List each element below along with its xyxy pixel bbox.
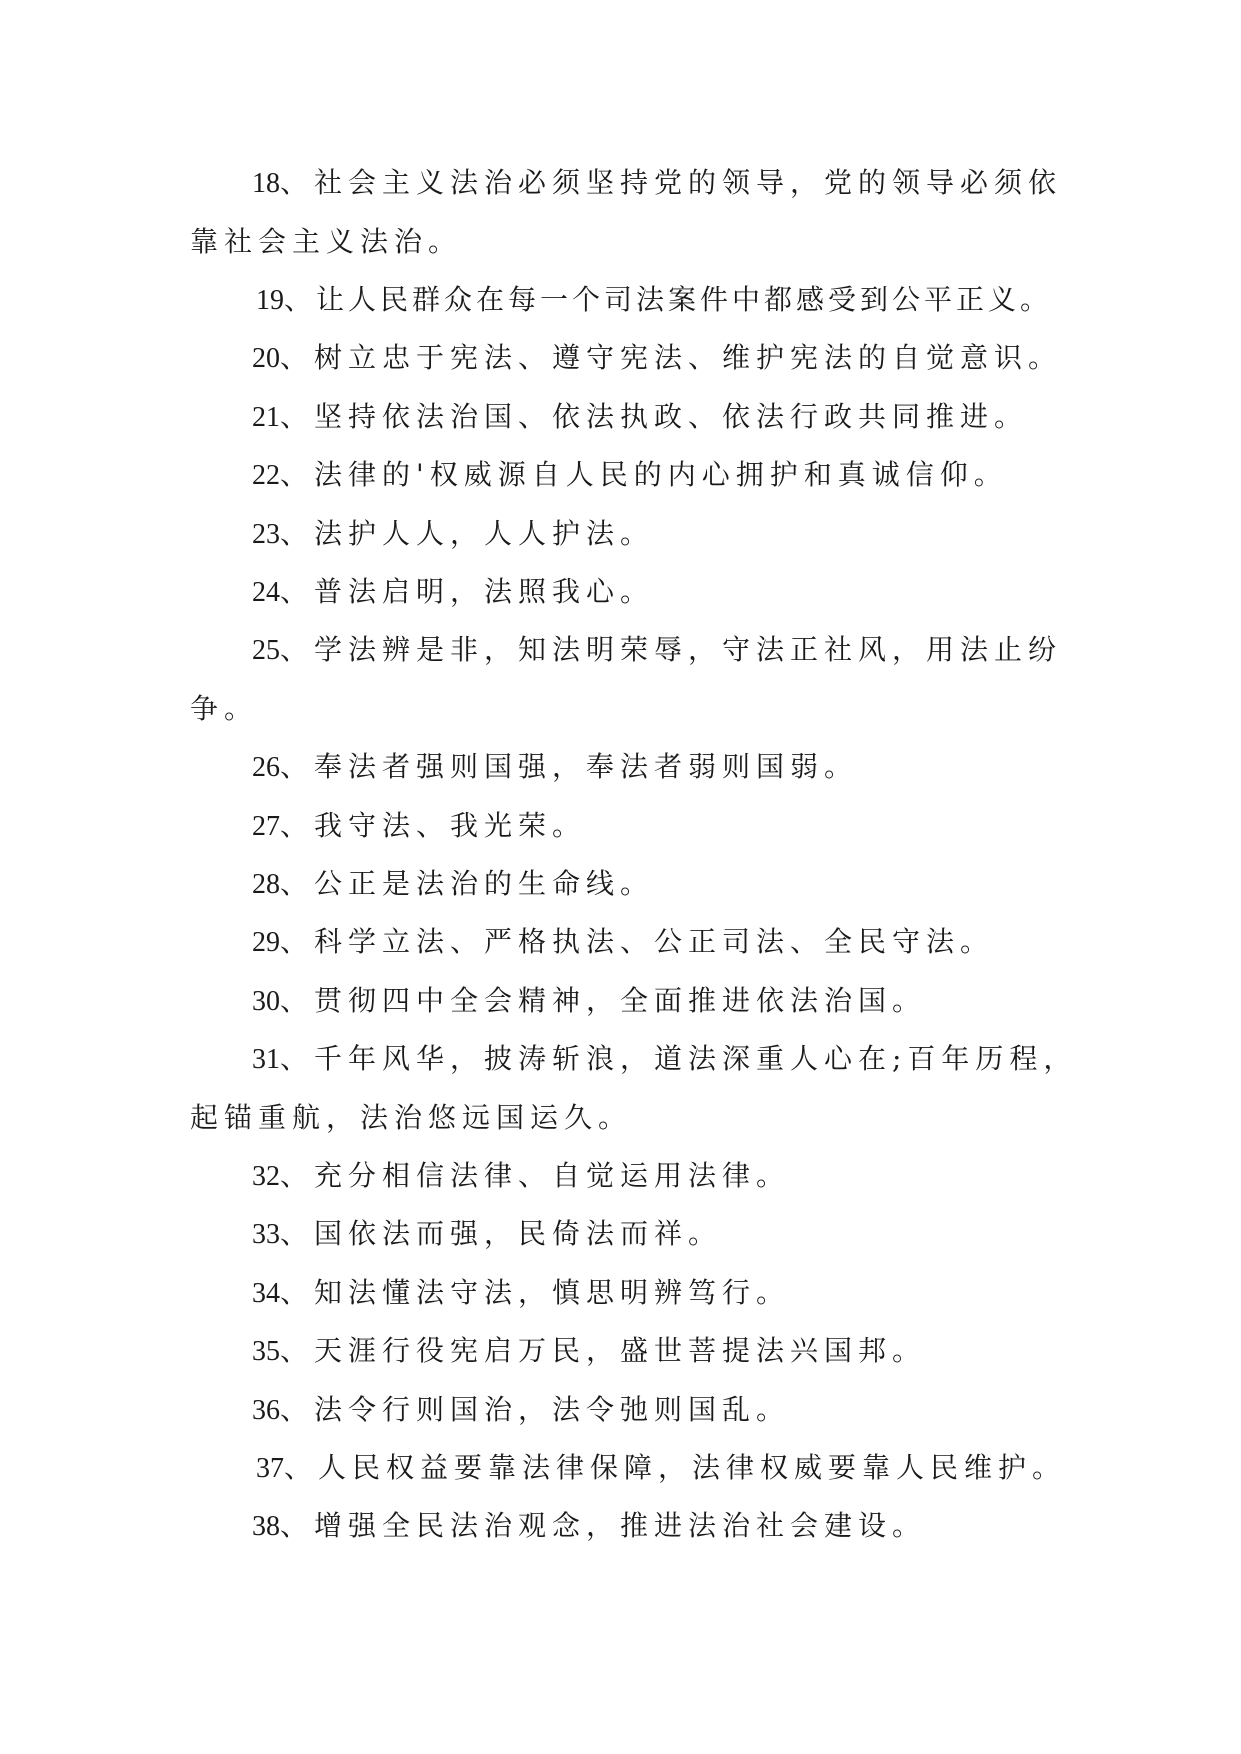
slogan-22 [252, 458, 1008, 493]
item-text: 、千年风华，披涛斩浪，道法深重人心在;百年历程， [280, 1042, 1078, 1075]
item-text: 、坚持依法治国、依法执政、依法行政共同推进。 [280, 400, 1029, 433]
slogan-28 [252, 867, 654, 902]
item-text: 、普法启明，法照我心。 [280, 575, 655, 608]
slogan-29 [252, 925, 994, 960]
item-text: 、树立忠于宪法、遵守宪法、维护宪法的自觉意识。 [280, 341, 1063, 374]
item-number: 33 [252, 1219, 280, 1250]
item-number: 26 [252, 752, 280, 783]
item-text: 起锚重航，法治悠远国运久。 [190, 1101, 633, 1134]
item-text: 、让人民群众在每一个司法案件中都感受到公平正义。 [284, 283, 1053, 316]
item-text: 、法护人人，人人护法。 [280, 517, 655, 550]
item-number: 34 [252, 1278, 280, 1309]
item-number: 27 [252, 811, 280, 842]
slogan-18-line-1 [252, 166, 1062, 201]
item-text: 靠社会主义法治。 [190, 225, 463, 258]
slogan-34 [252, 1276, 790, 1311]
item-text: 、我守法、我光荣。 [280, 809, 587, 842]
slogan-19 [256, 283, 1052, 318]
slogan-18-line-2 [190, 225, 462, 260]
item-text: 、法律的'权威源自人民的内心拥护和真诚信仰。 [280, 458, 1008, 491]
item-text: 、奉法者强则国强，奉法者弱则国弱。 [280, 750, 859, 783]
item-number: 20 [252, 343, 280, 374]
slogan-30 [252, 984, 926, 1019]
slogan-36 [252, 1393, 790, 1428]
item-number: 38 [252, 1511, 280, 1542]
slogan-25-line-1 [252, 633, 1062, 668]
slogan-20 [252, 341, 1062, 376]
item-text: 、增强全民法治观念，推进法治社会建设。 [280, 1509, 927, 1542]
slogan-26 [252, 750, 858, 785]
item-text: 、国依法而强，民倚法而祥。 [280, 1217, 723, 1250]
item-number: 36 [252, 1395, 280, 1426]
item-number: 37 [256, 1453, 284, 1484]
item-number: 21 [252, 402, 280, 433]
item-text: 、知法懂法守法，慎思明辨笃行。 [280, 1276, 791, 1309]
item-number: 31 [252, 1044, 280, 1075]
item-text: 、科学立法、严格执法、公正司法、全民守法。 [280, 925, 995, 958]
slogan-32 [252, 1159, 790, 1194]
item-text: 、学法辨是非，知法明荣辱，守法正社风，用法止纷 [280, 633, 1063, 666]
item-number: 19 [256, 285, 284, 316]
slogan-33 [252, 1217, 722, 1252]
item-text: 争。 [190, 692, 259, 725]
item-number: 35 [252, 1336, 280, 1367]
item-text: 、公正是法治的生命线。 [280, 867, 655, 900]
item-text: 、天涯行役宪启万民，盛世菩提法兴国邦。 [280, 1334, 927, 1367]
item-text: 、充分相信法律、自觉运用法律。 [280, 1159, 791, 1192]
item-number: 30 [252, 986, 280, 1017]
item-number: 25 [252, 635, 280, 666]
slogan-31-line-1 [252, 1042, 1077, 1077]
slogan-38 [252, 1509, 926, 1544]
slogan-27 [252, 809, 586, 844]
slogan-25-line-2 [190, 692, 258, 727]
item-text: 、社会主义法治必须坚持党的领导，党的领导必须依 [280, 166, 1063, 199]
slogan-21 [252, 400, 1028, 435]
item-text: 、贯彻四中全会精神，全面推进依法治国。 [280, 984, 927, 1017]
item-number: 32 [252, 1161, 280, 1192]
item-number: 22 [252, 460, 280, 491]
item-text: 、法令行则国治，法令弛则国乱。 [280, 1393, 791, 1426]
slogan-31-line-2 [190, 1101, 632, 1136]
item-number: 29 [252, 927, 280, 958]
item-number: 23 [252, 519, 280, 550]
slogan-24 [252, 575, 654, 610]
slogan-35 [252, 1334, 926, 1369]
slogan-37 [256, 1451, 1066, 1486]
item-number: 28 [252, 869, 280, 900]
item-number: 18 [252, 168, 280, 199]
slogan-23 [252, 517, 654, 552]
item-text: 、人民权益要靠法律保障，法律权威要靠人民维护。 [284, 1451, 1067, 1484]
item-number: 24 [252, 577, 280, 608]
